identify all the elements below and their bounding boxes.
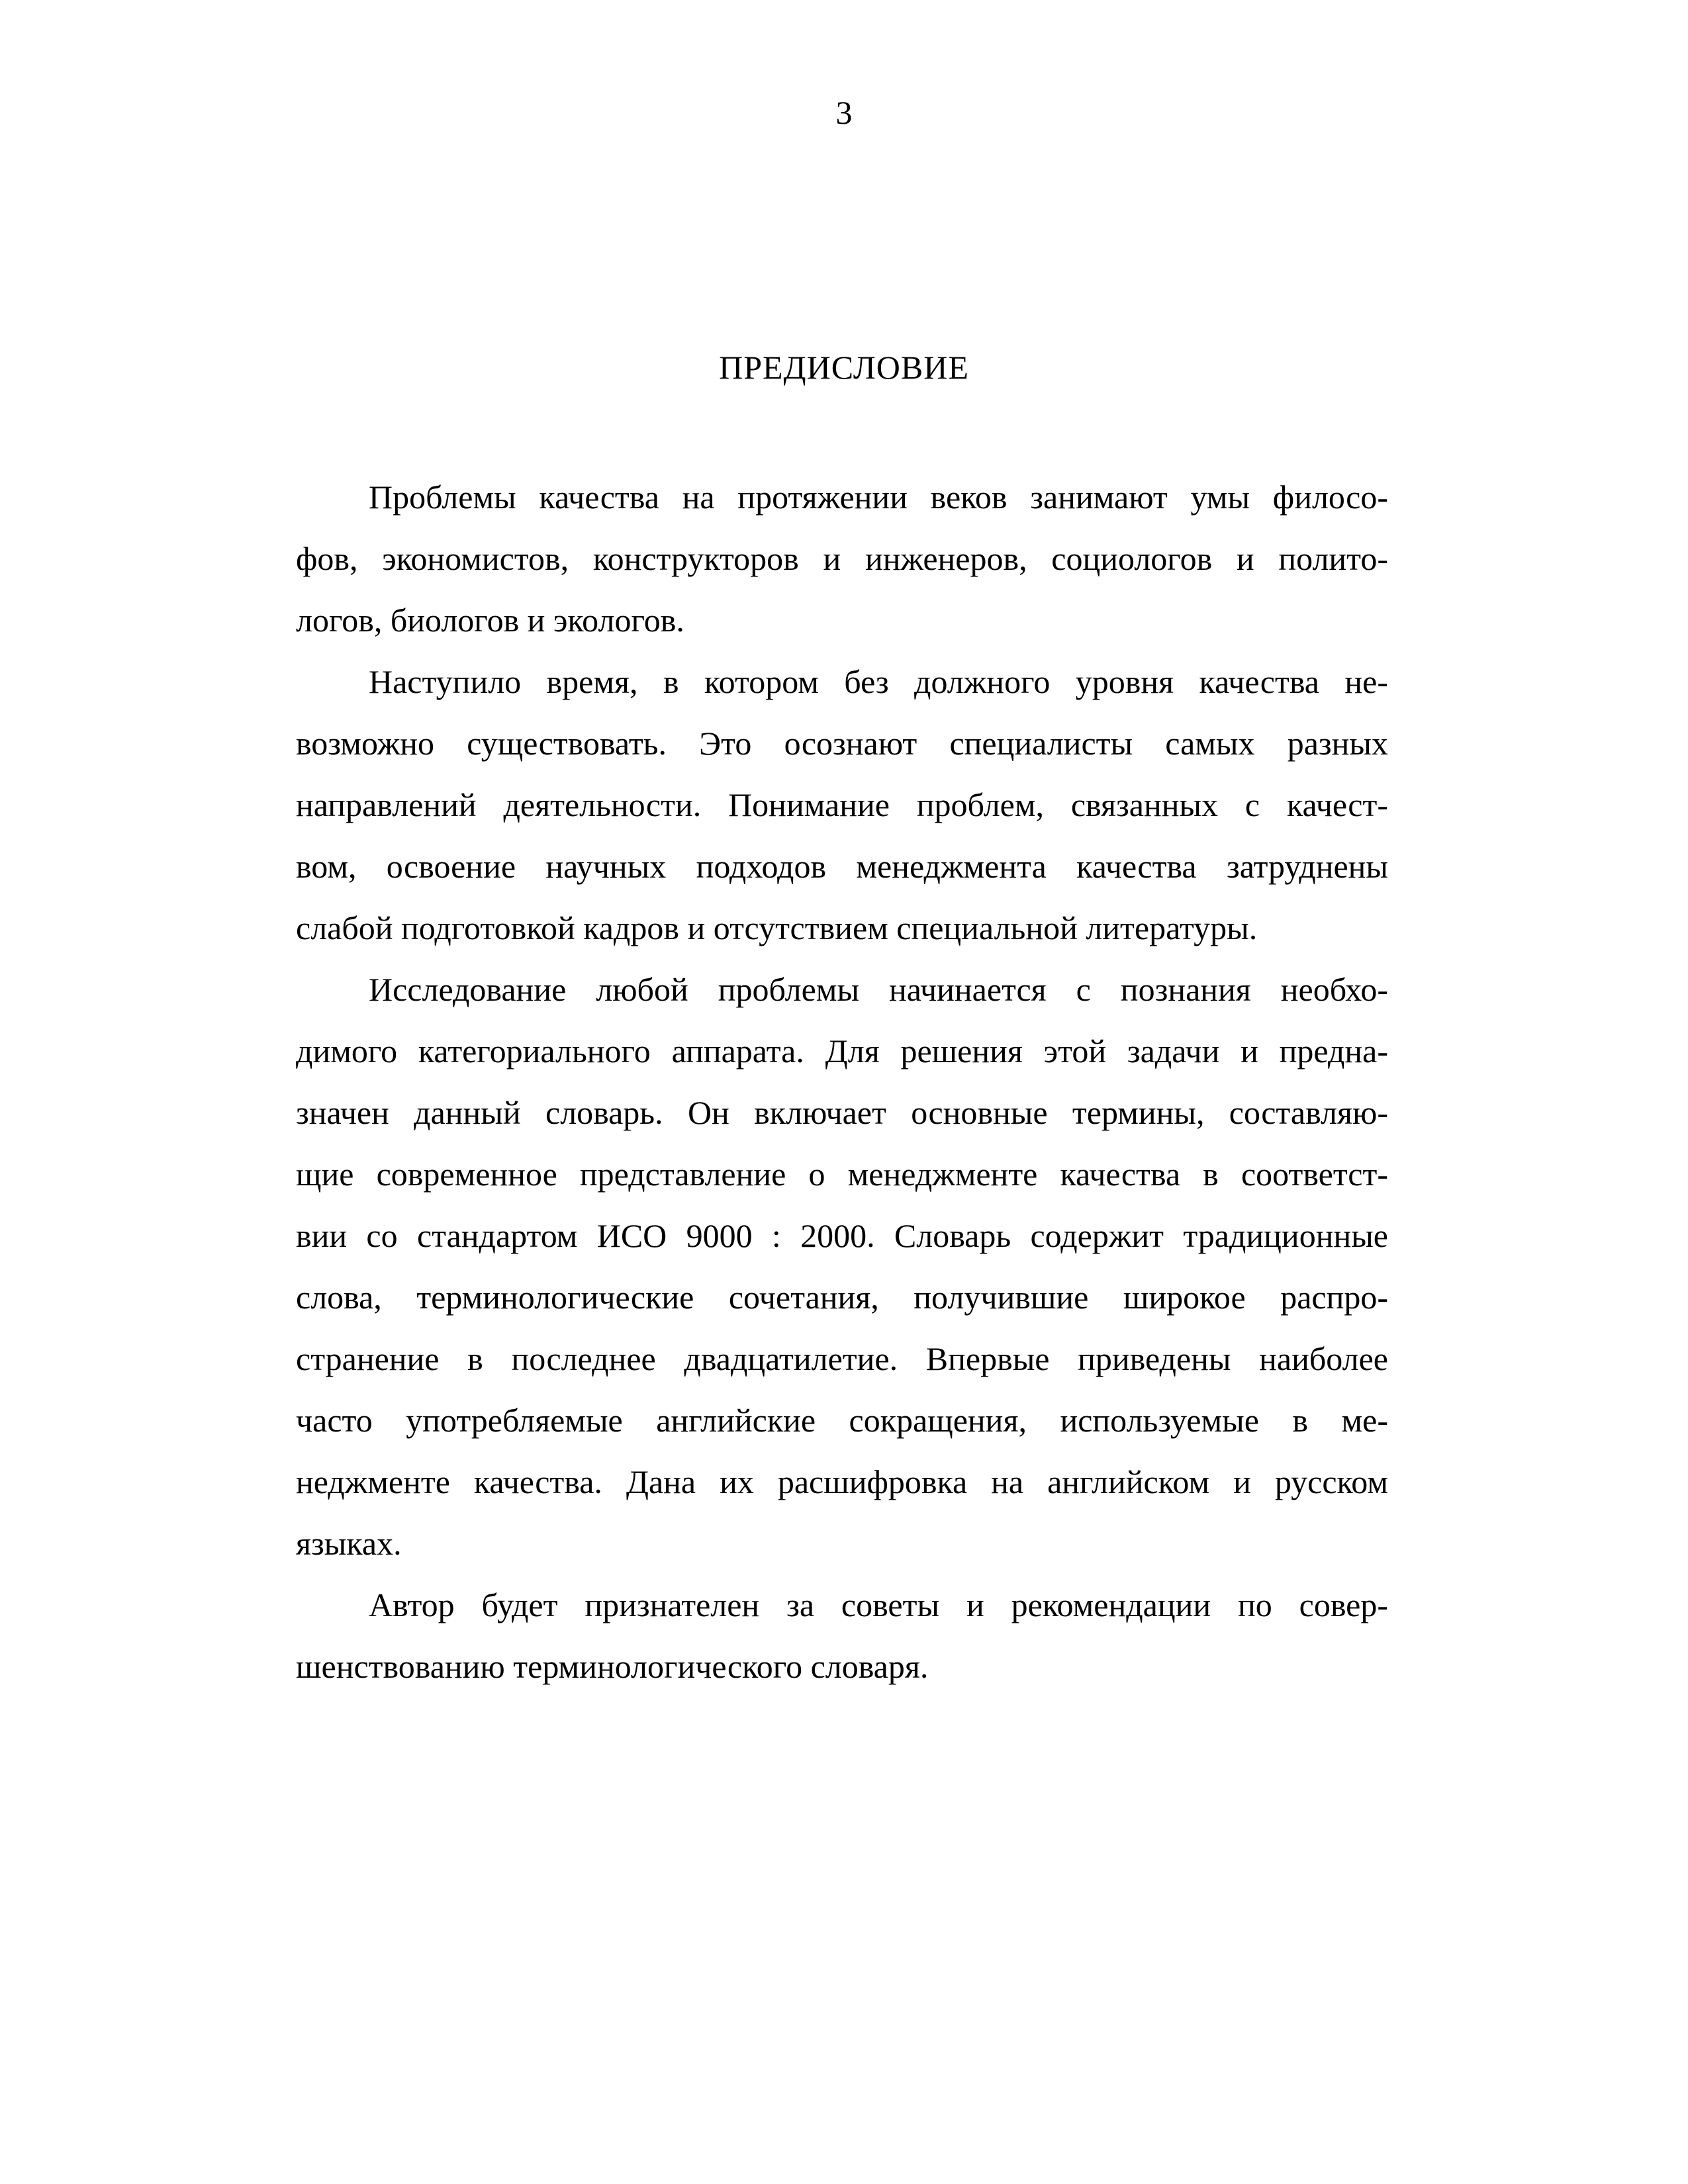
paragraph: [296, 959, 1388, 1574]
text-line: языках.: [296, 1525, 402, 1562]
text-line: возможно существовать. Это осознают специалисты самых разных: [296, 725, 1388, 762]
text-line: неджменте качества. Дана их расшифровка на английском и русском: [296, 1463, 1388, 1500]
text-line: Проблемы качества на протяжении веков занимают умы филосо-: [369, 478, 1388, 516]
text-line: димого категориального аппарата. Для решения этой задачи и предна-: [296, 1032, 1388, 1069]
paragraph: [296, 651, 1388, 959]
paragraph: [296, 1574, 1388, 1698]
text-line: слова, терминологические сочетания, получившие широкое распро-: [296, 1279, 1388, 1316]
text-line: часто употребляемые английские сокращения, используемые в ме-: [296, 1402, 1388, 1439]
text-line: щие современное представление о менеджменте качества в соответст-: [296, 1156, 1388, 1193]
text-line: странение в последнее двадцатилетие. Впервые приведены наиболее: [296, 1340, 1388, 1377]
text-line: Наступило время, в котором без должного уровня качества не-: [369, 663, 1388, 700]
paragraph: [296, 467, 1388, 651]
text-line: фов, экономистов, конструкторов и инженеров, социологов и полито-: [296, 540, 1388, 577]
text-line: Исследование любой проблемы начинается с познания необхо-: [369, 971, 1388, 1008]
body-text: [296, 467, 1388, 1698]
text-line: вии со стандартом ИСО 9000 : 2000. Словарь содержит традиционные: [296, 1217, 1388, 1254]
text-line: вом, освоение научных подходов менеджмента качества затруднены: [296, 848, 1388, 885]
text-line: шенствованию терминологического словаря.: [296, 1648, 929, 1685]
text-line: слабой подготовкой кадров и отсутствием специальной литературы.: [296, 909, 1258, 946]
text-line: Автор будет признателен за советы и рекомендации по совер-: [369, 1586, 1388, 1623]
text-line: логов, биологов и экологов.: [296, 602, 684, 639]
page-title: ПРЕДИСЛОВИЕ: [719, 349, 969, 386]
text-line: значен данный словарь. Он включает основные термины, составляю-: [296, 1094, 1388, 1131]
text-line: направлений деятельности. Понимание проблем, связанных с качест-: [296, 786, 1388, 823]
page-number: 3: [835, 94, 853, 131]
